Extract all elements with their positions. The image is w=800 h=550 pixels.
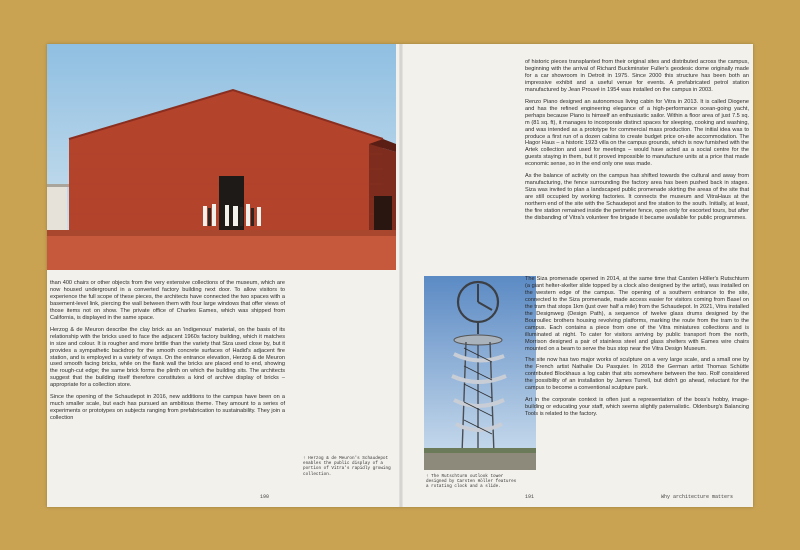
body-paragraph: Renzo Piano designed an autonomous living cabin for Vitra in 2013. It is called Diogene and has the refined engineering elegance of a high-performance ocean-going yacht, perhaps because Piano is himself an enthusiastic sailor. Within a floor area of just 7.5 sq. m (81 sq. ft), it manages to incorporate distinct spaces for sleeping, cooking and washing, and was intended as a prototype for commercial mass production. The initial idea was to produce a first run of a dozen cabins to create budget price on-site accommodation. The Hagor Haus – a historic 1923 villa on the campus grounds, which is now furnished with the Artek collection and used for meetings – would have acted as a social centre for the guests staying in them, but it proved impossible to manufacture units at a price that made economic sense, so in the end only one was made.	[525, 98, 749, 168]
figure-caption: ↑ The Rutschturm outlook tower designed by Carsten Höller features a rotating clock and a slide.	[426, 474, 517, 490]
schaudepot-photo	[47, 44, 396, 270]
body-paragraph: As the balance of activity on the campus has shifted towards the cultural and away from manufacturing, the fence surrounding the factory area has been pushed back in stages. Siza was invited to plan a landscaped public promenade skirting the areas of the site that are still occupied by working factories. It connects the museum and VitraHaus at the northern end of the site with the Schaudepot and fire station to the south. Initially, at least, the fire station remained inside the perimeter fence, open only for escorted tours, but after the disbanding of Vitra's volunteer fire brigade it became available for public programmes.	[525, 173, 749, 222]
body-paragraph: Art in the corporate context is often just a representation of the boss's hobby, image-building or educating your staff, which seems slightly paternalistic. Oldenburg's Balancing Tools is related to the factory.	[525, 397, 749, 418]
rutschturm-illustration	[424, 276, 536, 470]
page-number: 191	[525, 494, 535, 500]
right-page-body-top	[525, 59, 749, 227]
gutter	[399, 44, 403, 507]
page-number: 190	[260, 494, 270, 500]
running-head: Why architecture matters	[661, 494, 734, 500]
right-page-body-bottom	[525, 276, 749, 423]
body-paragraph: than 400 chairs or other objects from the very extensive collections of the museum, which are now housed underground in a converted factory building next door. To allow visitors to experience the full scope of these pieces, the architects have connected the two spaces with a basement-level link, piercing the wall between them with four large windows that offer views of those items not on show. The private office of Charles Eames, which was shipped from California, is displayed in the same space.	[50, 280, 285, 321]
body-paragraph: Herzog & de Meuron describe the clay brick as an 'indigenous' material, on the basis of its relationship with the bricks used to face the adjacent 1960s factory building, which it matches in size and colour. It is rougher and more brittle than the variety that Siza used close by, but it provides a sympathetic backdrop for the smooth concrete surfaces of Hadid's adjacent fire station, and is employed in a variety of ways. On the entrance elevation, Herzog & de Meuron used smooth facing bricks, while on the flank wall the bricks are placed end to end, showing the rough-cut edge; the same brick forms the plinth on which the building sits. The architects suggest that the building itself therefore constitutes a kind of archive display of bricks – appropriate for a collection store.	[50, 326, 285, 389]
schaudepot-illustration	[47, 44, 396, 270]
body-paragraph: The Siza promenade opened in 2014, at the same time that Carsten Höller's Rutschturm (a giant helter-skelter slide topped by a clock also designed by the artist), was installed on the western edge of the campus. The opening of a southern entrance to the site, connected to the Siza promenade, made access easier for visitors coming from Basel on the tram that stops 1km (just over half a mile) from the Schaudepot. In 2021, Vitra installed the Designweg (Design Path), a sequence of twelve glass drums designed by the Bouroullec brothers housing revolving platforms, marking the route from the tram to the campus. Each contains a piece from one of the Vitra miniatures collections and is illuminated at night. To cater for visitors arriving by public transport from the north, Morrison designed a pair of stainless steel and glass shelters with Eames wire chairs mounted on a beam to serve the bus stop near the Vitra Design Museum.	[525, 276, 749, 352]
book-spread	[47, 44, 753, 507]
body-paragraph: The site now has two major works of sculpture on a very large scale, and a small one by the French artist Nathalie Du Pasquier. In 2018 the German artist Thomas Schütte contributed Blockhaus a log cabin that sits somewhere between the two. Rolf considered the possibility of an installation by James Turrell, but didn't go ahead, reluctant for the campus to become a conventional sculpture park.	[525, 357, 749, 392]
left-page-body	[50, 280, 285, 427]
body-paragraph: Since the opening of the Schaudepot in 2016, new additions to the campus have been on a much smaller scale, but each has pursued an ambitious theme. They amount to a series of experiments or prototypes on subjects ranging from prefabrication to sustainability. They join a collection	[50, 394, 285, 422]
body-paragraph: of historic pieces transplanted from their original sites and distributed across the campus, beginning with the arrival of Richard Buckminster Fuller's geodesic dome originally made for a car showroom in Detroit in 1975. Since 2000 this structure has been both an impressive exhibit and a useful venue for events. A prefabricated petrol station manufactured by Jean Prouvé in 1954 was installed on the campus in 2003.	[525, 59, 749, 93]
figure-caption: ↑ Herzog & de Meuron's Schaudepot enables the public display of a portion of Vitra's rapidly growing collection.	[303, 456, 391, 477]
rutschturm-photo	[424, 276, 536, 470]
